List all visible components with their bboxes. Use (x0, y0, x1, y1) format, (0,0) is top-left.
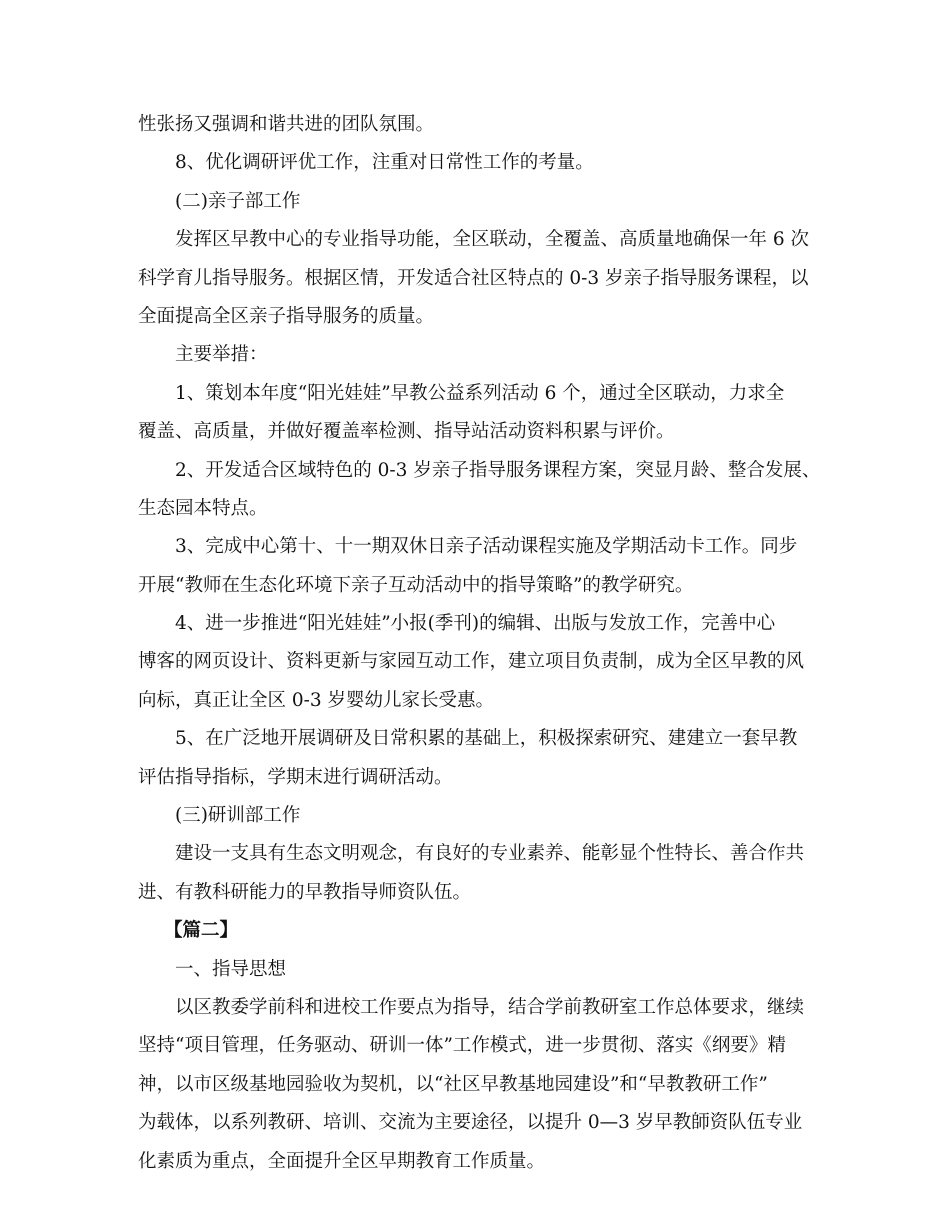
text-line: 5、在广泛地开展调研及日常积累的基础上，积极探索研究、建建立一套早教 (175, 728, 798, 750)
section-heading: 【篇二】 (164, 920, 239, 942)
text-line: 一、指导思想 (175, 958, 287, 980)
text-line: 建设一支具有生态文明观念，有良好的专业素养、能彰显个性特长、善合作共 (175, 843, 805, 865)
text-line: 向标，真正让全区 0-3 岁婴幼儿家长受惠。 (138, 689, 495, 711)
document-body (138, 110, 821, 1185)
text-line: 科学育儿指导服务。根据区情，开发适合社区特点的 0-3 岁亲子指导服务课程，以 (138, 267, 809, 289)
text-line: 覆盖、高质量，并做好覆盖率检测、指导站活动资料积累与评价。 (138, 421, 675, 443)
text-line: 1、策划本年度“阳光娃娃”早教公益系列活动 6 个，通过全区联动，力求全 (175, 382, 785, 404)
text-line: 坚持“项目管理，任务驱动、研训一体”工作模式，进一步贯彻、落实《纲要》精 (138, 1035, 786, 1057)
text-line: 发挥区早教中心的专业指导功能，全区联动，全覆盖、高质量地确保一年 6 次 (175, 229, 810, 251)
text-line: 2、开发适合区域特色的 0-3 岁亲子指导服务课程方案，突显月龄、整合发展、 (175, 459, 821, 481)
text-line: 性张扬又强调和谐共进的团队氛围。 (138, 114, 435, 135)
text-line: (二)亲子部工作 (175, 190, 301, 212)
text-line: 以区教委学前科和进校工作要点为指导，结合学前教研室工作总体要求，继续 (175, 996, 805, 1018)
text-line: 主要举措： (175, 344, 268, 366)
text-line: 4、进一步推进“阳光娃娃”小报(季刊)的编辑、出版与发放工作，完善中心 (175, 613, 776, 635)
text-line: 全面提高全区亲子指导服务的质量。 (138, 305, 435, 327)
text-line: 开展“教师在生态化环境下亲子互动活动中的指导策略”的教学研究。 (138, 574, 694, 596)
text-line: (三)研训部工作 (175, 805, 301, 827)
text-line: 生态园本特点。 (138, 497, 268, 519)
text-line: 3、完成中心第十、十一期双休日亲子活动课程实施及学期活动卡工作。同步 (175, 536, 798, 558)
text-line: 8、优化调研评优工作，注重对日常性工作的考量。 (175, 152, 594, 174)
text-line: 神，以市区级基地园验收为契机，以“社区早教基地园建设”和“早教教研工作” (138, 1073, 768, 1095)
text-line: 进、有教科研能力的早教指导师资队伍。 (138, 881, 472, 903)
text-line: 博客的网页设计、资料更新与家园互动工作，建立项目负责制，成为全区早教的风 (138, 651, 805, 673)
text-line: 为载体，以系列教研、培训、交流为主要途径，以提升 0—3 岁早教師资队伍专业 (138, 1112, 803, 1134)
text-line: 化素质为重点，全面提升全区早期教育工作质量。 (138, 1150, 546, 1172)
text-line: 评估指导指标，学期末进行调研活动。 (138, 766, 453, 788)
